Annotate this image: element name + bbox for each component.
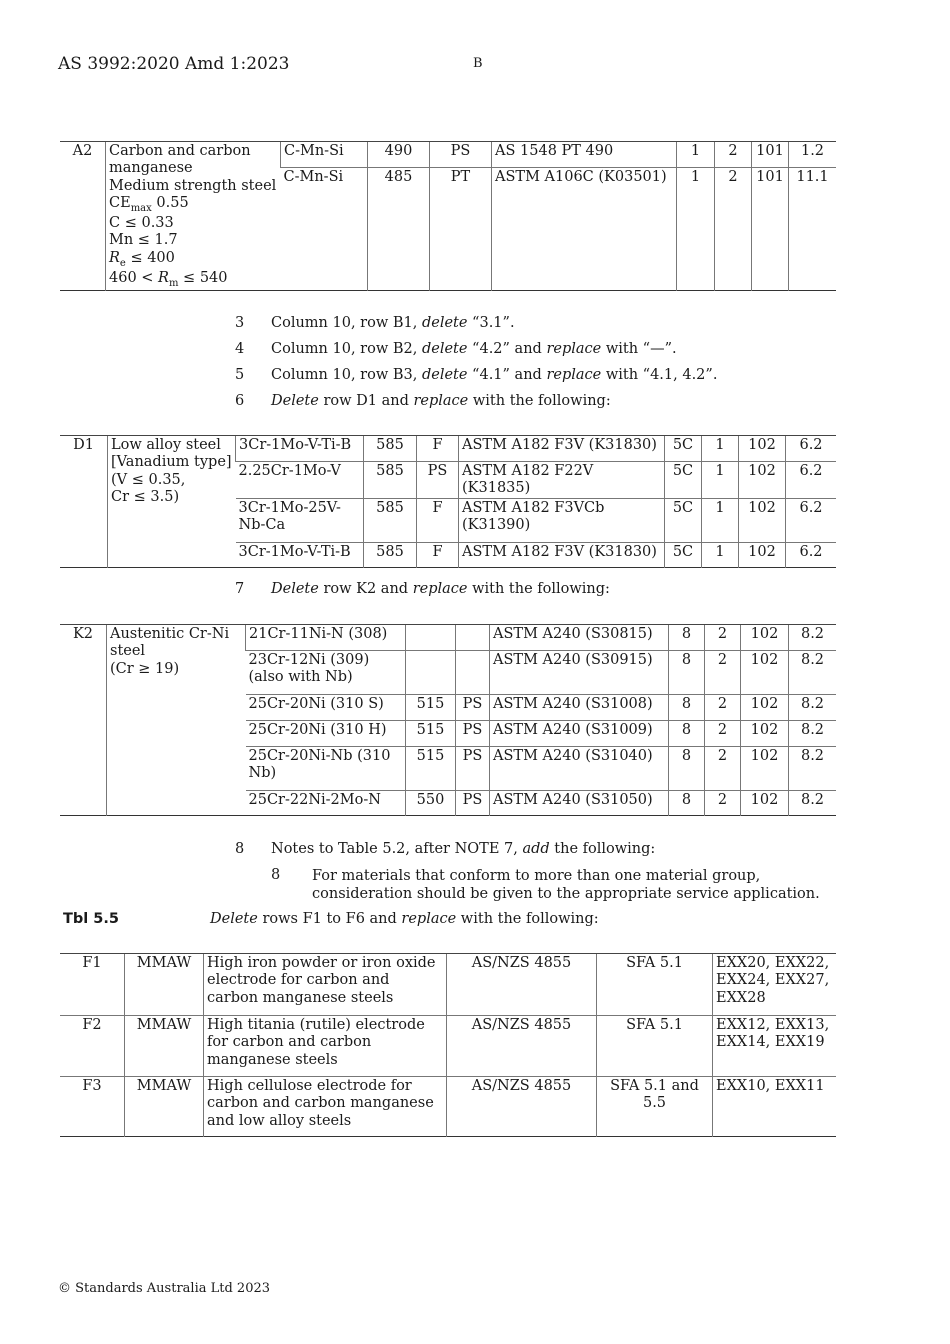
cell: 102: [741, 651, 789, 695]
cell: 515: [406, 695, 456, 721]
note-text: Notes to Table 5.2, after NOTE 7, add the following:: [271, 841, 656, 857]
cell: 5C: [665, 498, 702, 542]
cell: 8: [669, 695, 705, 721]
cell: 6.2: [786, 462, 837, 499]
cell: 8.2: [789, 747, 837, 791]
note-number: 8: [271, 867, 281, 883]
desc-line: (Cr ≥ 19): [110, 660, 180, 677]
desc-line: manganese: [109, 160, 193, 177]
note-text: For materials that conform to more than one material group, consideration should be given to the appropriate service application.: [312, 868, 820, 903]
row-id-cell: K2: [60, 625, 107, 816]
cell: F2: [60, 1016, 125, 1077]
desc-line: Low alloy steel: [111, 437, 221, 453]
cell: ASTM A240 (S31009): [490, 721, 669, 747]
note-number: 3: [235, 315, 245, 331]
cell: ASTM A240 (S31008): [490, 695, 669, 721]
cell: 585: [364, 462, 417, 499]
cell: 585: [364, 542, 417, 567]
cell: 1: [702, 498, 739, 542]
cell: ASTM A182 F3V (K31830): [459, 542, 665, 567]
table-row: [60, 142, 836, 168]
cell: ASTM A106C (K03501): [492, 168, 677, 290]
table-row: [60, 625, 836, 651]
cell: 2: [705, 695, 741, 721]
cell: [456, 625, 490, 651]
cell: PS: [456, 791, 490, 816]
table-a2: [60, 141, 836, 291]
cell: MMAW: [125, 1016, 204, 1077]
cell: AS/NZS 4855: [447, 954, 597, 1016]
cell: PS: [456, 721, 490, 747]
re-sub: e: [119, 257, 126, 269]
cell: SFA 5.1: [597, 954, 713, 1016]
cell: F: [417, 436, 459, 462]
copyright-footer: © Standards Australia Ltd 2023: [58, 1281, 271, 1296]
ce-value: 0.55: [151, 195, 189, 212]
cell: PT: [430, 168, 492, 290]
note-text: Delete row D1 and replace with the following:: [271, 393, 611, 409]
cell: 2: [705, 651, 741, 695]
cell: 1.2: [789, 142, 837, 168]
rm-line: [109, 270, 277, 290]
cell: 102: [739, 436, 786, 462]
desc-line: Cr ≤ 3.5): [111, 489, 180, 506]
rm-value: ≤ 540: [178, 269, 228, 286]
note-text: Delete row K2 and replace with the following:: [271, 581, 610, 597]
cell: ASTM A182 F22V (K31835): [459, 462, 665, 499]
cell: 485: [368, 168, 430, 290]
cell: 101: [752, 142, 789, 168]
cell: 8: [669, 721, 705, 747]
ce-line: [109, 195, 277, 215]
cell: MMAW: [125, 1077, 204, 1137]
cell: 1: [702, 436, 739, 462]
cell: 1: [702, 462, 739, 499]
table-row: [60, 954, 836, 1016]
cell: ASTM A240 (S31050): [490, 791, 669, 816]
cell: 21Cr-11Ni-N (308): [246, 625, 406, 651]
cell: AS 1548 PT 490: [492, 142, 677, 168]
cell: 8.2: [789, 625, 837, 651]
rm-symbol: R: [158, 269, 169, 286]
desc-line: [Vanadium type]: [111, 454, 232, 471]
cell: 102: [741, 721, 789, 747]
cell: 3Cr-1Mo-25V-Nb-Ca: [236, 498, 364, 542]
cell: SFA 5.1: [597, 1016, 713, 1077]
table-k2: [60, 624, 836, 816]
cell: 8.2: [789, 695, 837, 721]
cell: 6.2: [786, 436, 837, 462]
table-row: [60, 436, 836, 462]
cell: 25Cr-22Ni-2Mo-N: [246, 791, 406, 816]
cell: 515: [406, 721, 456, 747]
cell: F3: [60, 1077, 125, 1137]
cell: 8: [669, 625, 705, 651]
cell: 3Cr-1Mo-V-Ti-B: [236, 542, 364, 567]
cell: High titania (rutile) electrode for carbon and carbon manganese steels: [204, 1016, 447, 1077]
cell: 5C: [665, 462, 702, 499]
table-d1: [60, 435, 836, 568]
cell: 102: [739, 542, 786, 567]
cell: 102: [739, 498, 786, 542]
rm-prefix: 460 <: [109, 269, 159, 286]
cell: PS: [456, 747, 490, 791]
desc-line: Medium strength steel: [109, 177, 277, 194]
cell: 25Cr-20Ni-Nb (310 Nb): [246, 747, 406, 791]
cell: ASTM A182 F3V (K31830): [459, 436, 665, 462]
cell: 1: [677, 142, 715, 168]
desc-line: steel: [110, 643, 146, 660]
cell: 2: [705, 721, 741, 747]
cell: 8: [669, 791, 705, 816]
note-number: 4: [235, 341, 245, 357]
c-line: C ≤ 0.33: [109, 215, 174, 232]
cell: PS: [430, 142, 492, 168]
cell: 2: [715, 142, 752, 168]
cell: 2: [715, 168, 752, 290]
table-instruction: Delete rows F1 to F6 and replace with the following:: [210, 911, 599, 927]
cell: EXX12, EXX13, EXX14, EXX19: [713, 1016, 837, 1077]
cell: MMAW: [125, 954, 204, 1016]
cell: 8.2: [789, 791, 837, 816]
table-reference: Tbl 5.5: [63, 911, 119, 927]
re-line: [109, 250, 277, 270]
cell: ASTM A240 (S30815): [490, 625, 669, 651]
ce-sub: max: [130, 203, 152, 215]
cell: ASTM A240 (S31040): [490, 747, 669, 791]
rm-sub: m: [168, 277, 179, 289]
cell: 8.2: [789, 651, 837, 695]
row-id-cell: D1: [60, 436, 108, 568]
cell: 550: [406, 791, 456, 816]
cell: 5C: [665, 436, 702, 462]
cell: 101: [752, 168, 789, 290]
cell: F: [417, 542, 459, 567]
cell: 102: [741, 625, 789, 651]
mn-line: Mn ≤ 1.7: [109, 232, 178, 249]
cell: 25Cr-20Ni (310 H): [246, 721, 406, 747]
re-symbol: R: [109, 249, 120, 266]
cell: 6.2: [786, 498, 837, 542]
cell: ASTM A240 (S30915): [490, 651, 669, 695]
cell: AS/NZS 4855: [447, 1016, 597, 1077]
cell: 490: [368, 142, 430, 168]
cell: [406, 651, 456, 695]
cell: 8.2: [789, 721, 837, 747]
cell: C-Mn-Si: [281, 168, 368, 290]
cell: High iron powder or iron oxide electrode for carbon and carbon manganese steels: [204, 954, 447, 1016]
note-number: 7: [235, 581, 245, 597]
cell: 2: [705, 747, 741, 791]
cell: [456, 651, 490, 695]
cell: SFA 5.1 and 5.5: [597, 1077, 713, 1137]
ce-label: CE: [109, 195, 131, 212]
cell: 8: [669, 651, 705, 695]
note-number: 8: [235, 841, 245, 857]
cell: 5C: [665, 542, 702, 567]
cell: 102: [741, 747, 789, 791]
cell: 6.2: [786, 542, 837, 567]
re-value: ≤ 400: [125, 249, 175, 266]
cell: 102: [739, 462, 786, 499]
note-number: 5: [235, 367, 245, 383]
cell: EXX20, EXX22, EXX24, EXX27, EXX28: [713, 954, 837, 1016]
cell: 3Cr-1Mo-V-Ti-B: [236, 436, 364, 462]
cell: [406, 625, 456, 651]
cell: 585: [364, 498, 417, 542]
material-description-cell: [106, 142, 281, 291]
cell: EXX10, EXX11: [713, 1077, 837, 1137]
material-description-cell: [108, 436, 236, 568]
cell: 515: [406, 747, 456, 791]
page-letter: B: [473, 56, 483, 71]
cell: 8: [669, 747, 705, 791]
cell: 2: [705, 625, 741, 651]
cell: PS: [456, 695, 490, 721]
cell: AS/NZS 4855: [447, 1077, 597, 1137]
cell: C-Mn-Si: [281, 142, 368, 168]
cell: 585: [364, 436, 417, 462]
cell: 23Cr-12Ni (309) (also with Nb): [246, 651, 406, 695]
table-row: [60, 1016, 836, 1077]
material-description-cell: [107, 625, 246, 816]
cell: 102: [741, 695, 789, 721]
desc-line: Carbon and carbon: [109, 143, 251, 159]
desc-line: Austenitic Cr-Ni: [110, 626, 230, 642]
cell: 11.1: [789, 168, 837, 290]
note-number: 6: [235, 393, 245, 409]
cell: 1: [702, 542, 739, 567]
table-f: [60, 953, 836, 1137]
cell: 25Cr-20Ni (310 S): [246, 695, 406, 721]
cell: 102: [741, 791, 789, 816]
note-text: Column 10, row B2, delete “4.2” and replace with “—”.: [271, 341, 677, 357]
cell: PS: [417, 462, 459, 499]
cell: High cellulose electrode for carbon and carbon manganese and low alloy steels: [204, 1077, 447, 1137]
cell: 1: [677, 168, 715, 290]
document-id: AS 3992:2020 Amd 1:2023: [58, 54, 290, 74]
table-row: [60, 1077, 836, 1137]
note-text: Column 10, row B1, delete “3.1”.: [271, 315, 515, 331]
cell: F1: [60, 954, 125, 1016]
cell: ASTM A182 F3VCb (K31390): [459, 498, 665, 542]
cell: F: [417, 498, 459, 542]
cell: 2: [705, 791, 741, 816]
note-text: Column 10, row B3, delete “4.1” and replace with “4.1, 4.2”.: [271, 367, 718, 383]
row-id-cell: A2: [60, 142, 106, 291]
desc-line: (V ≤ 0.35,: [111, 471, 186, 488]
cell: 2.25Cr-1Mo-V: [236, 462, 364, 499]
